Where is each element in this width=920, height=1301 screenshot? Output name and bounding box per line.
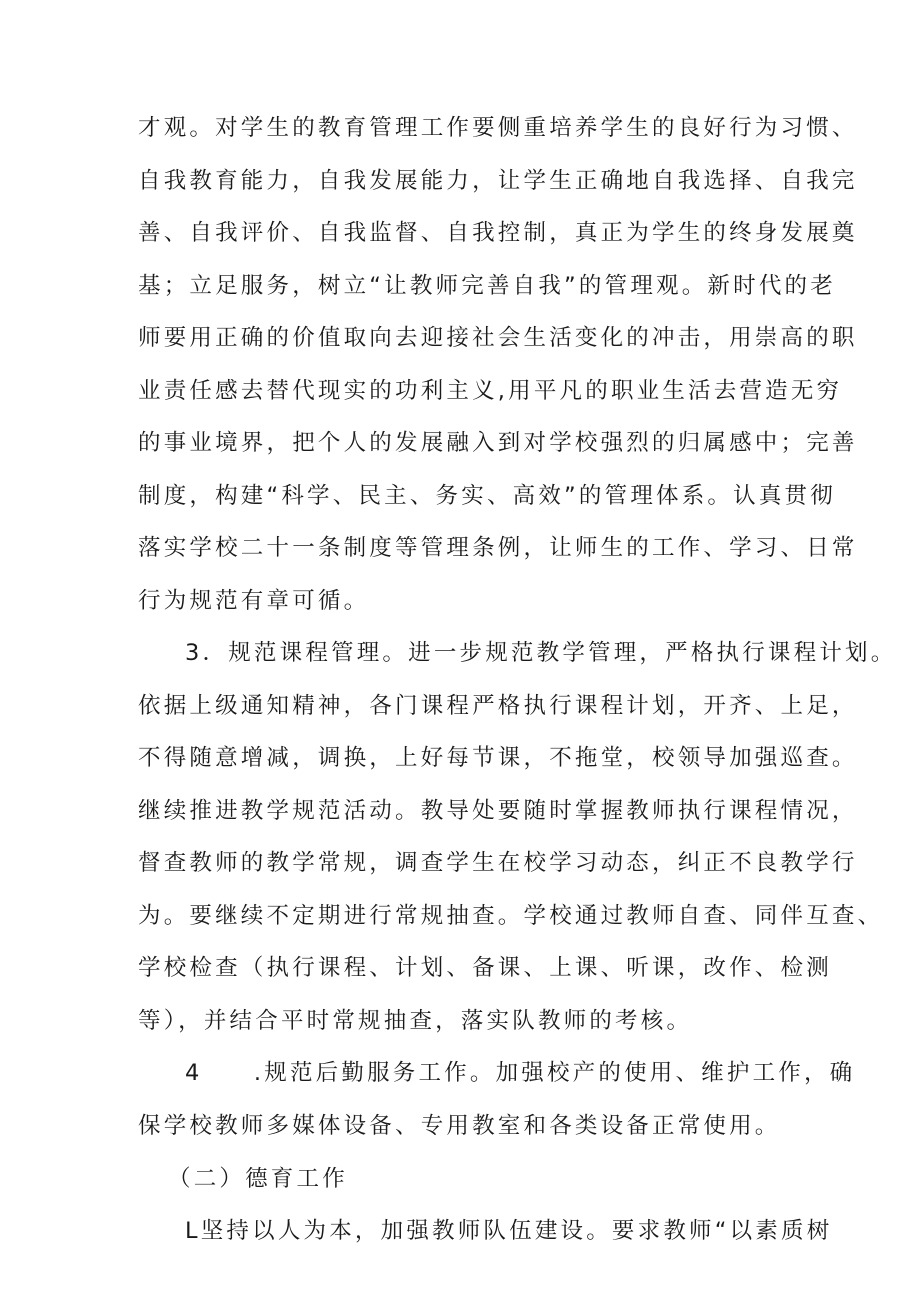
section-heading-moral-education: （二）德育工作: [168, 1166, 348, 1192]
section-heading-3: 3．规范课程管理。进一步规范教学管理，严格执行课程计划。: [185, 640, 897, 666]
text-line: 制度，构建“科学、民主、务实、高效”的管理体系。认真贯彻: [138, 483, 836, 509]
text-line: 行为规范有章可循。: [138, 588, 370, 614]
text-line: 继续推进教学规范活动。教导处要随时掌握教师执行课程情况，: [138, 798, 858, 824]
text-line: 依据上级通知精神，各门课程严格执行课程计划，开齐、上足，: [138, 693, 858, 719]
text-line: 善、自我评价、自我监督、自我控制，真正为学生的终身发展奠: [138, 220, 858, 246]
text-line: 学校检查（执行课程、计划、备课、上课、听课，改作、检测: [138, 955, 832, 981]
text-line: 的事业境界，把个人的发展融入到对学校强烈的归属感中；完善: [138, 430, 858, 456]
text-line: 不得随意增减，调换，上好每节课，不拖堂，校领导加强巡查。: [138, 745, 858, 771]
text-line: 为。要继续不定期进行常规抽查。学校通过教师自查、同伴互查、: [138, 903, 884, 929]
section-heading-4: 4 .规范后勤服务工作。加强校产的使用、维护工作，确: [185, 1060, 856, 1086]
text-line: 等），并结合平时常规抽查，落实队教师的考核。: [138, 1008, 693, 1034]
text-line: 才观。对学生的教育管理工作要侧重培养学生的良好行为习惯、: [138, 115, 858, 141]
text-line: 自我教育能力，自我发展能力，让学生正确地自我选择、自我完: [138, 168, 858, 194]
text-line: L坚持以人为本，加强教师队伍建设。要求教师“以素质树: [185, 1218, 833, 1244]
text-line: 业责任感去替代现实的功利主义,用平凡的职业生活去营造无穷: [138, 378, 843, 404]
text-line: 基；立足服务，树立“让教师完善自我”的管理观。新时代的老: [138, 273, 836, 299]
text-line: 师要用正确的价值取向去迎接社会生活变化的冲击，用崇高的职: [138, 325, 858, 351]
text-line: 落实学校二十一条制度等管理条例，让师生的工作、学习、日常: [138, 535, 858, 561]
text-line: 保学校教师多媒体设备、专用教室和各类设备正常使用。: [138, 1113, 781, 1139]
text-line: 督查教师的教学常规，调查学生在校学习动态，纠正不良教学行: [138, 850, 858, 876]
